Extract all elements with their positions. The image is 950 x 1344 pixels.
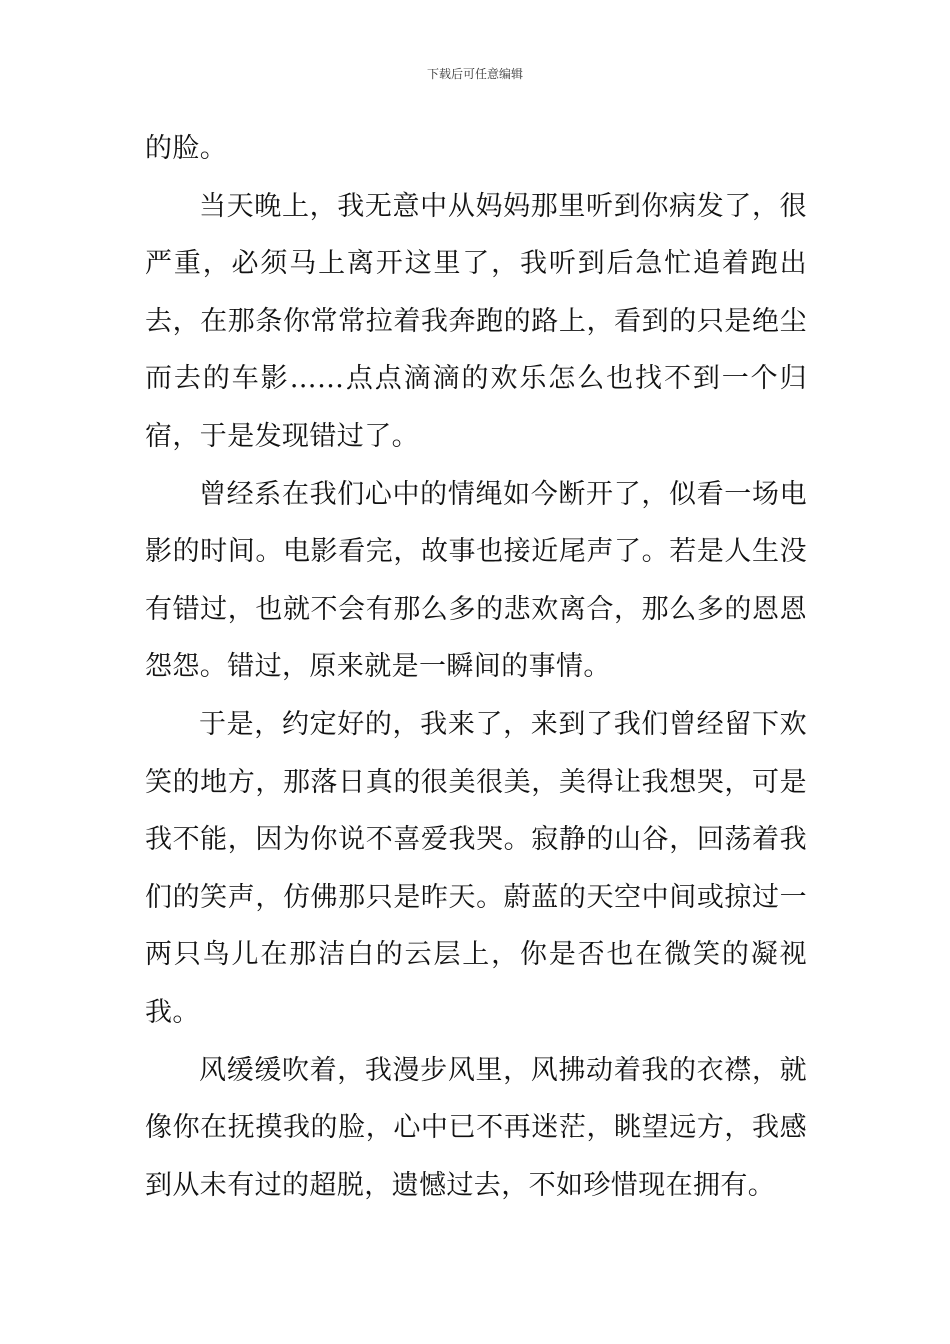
- paragraph-3: 曾经系在我们心中的情绳如今断开了，似看一场电影的时间。电影看完，故事也接近尾声了。若是人生没有错过，也就不会有那么多的悲欢离合，那么多的恩恩怨怨。错过，原来就是一瞬间的事情。: [145, 478, 807, 683]
- paragraph-4: 于是，约定好的，我来了，来到了我们曾经留下欢笑的地方，那落日真的很美很美，美得让我想哭，可是我不能，因为你说不喜爱我哭。寂静的山谷，回荡着我们的笑声，仿佛那只是昨天。蔚蓝的天空中间或掠过一两只鸟儿在那洁白的云层上，你是否也在微笑的凝视我。: [145, 708, 807, 1028]
- page-header: 下载后可任意编辑: [426, 67, 523, 81]
- paragraph-1: 的脸。: [145, 133, 228, 164]
- paragraph-5: 风缓缓吹着，我漫步风里，风拂动着我的衣襟，就像你在抚摸我的脸，心中已不再迷茫，眺望远方，我感到从未有过的超脱，遗憾过去，不如珍惜现在拥有。: [145, 1054, 807, 1201]
- paragraph-2: 当天晚上，我无意中从妈妈那里听到你病发了，很严重，必须马上离开这里了，我听到后急忙追着跑出去，在那条你常常拉着我奔跑的路上，看到的只是绝尘而去的车影……点点滴滴的欢乐怎么也找不到一个归宿，于是发现错过了。: [145, 190, 807, 452]
- document-body: [145, 120, 807, 1214]
